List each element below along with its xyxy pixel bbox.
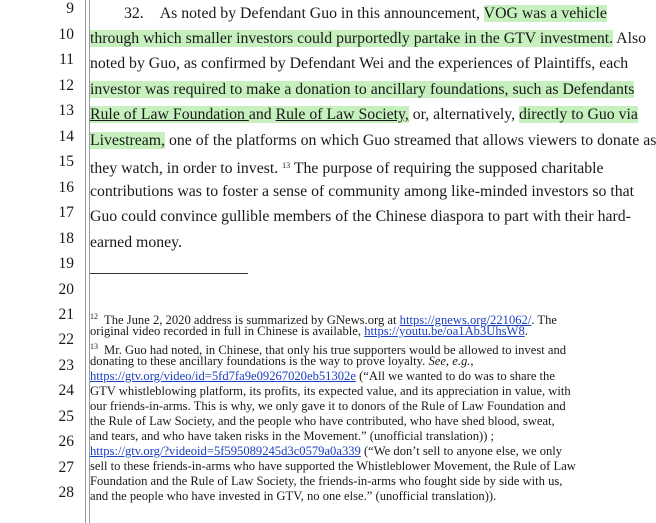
highlight: VOG was a vehicle bbox=[483, 5, 607, 22]
line-number: 16 bbox=[58, 179, 74, 196]
footnote-ref: 13 bbox=[282, 161, 291, 170]
paragraph-number: 32. bbox=[124, 5, 144, 22]
paragraph-line: noted by Guo, as confirmed by Defendant Wei and the experiences of Plaintiffs, each bbox=[90, 55, 629, 72]
gnews-link[interactable]: https://gnews.org/221062/ bbox=[399, 313, 532, 327]
line-number: 21 bbox=[58, 306, 74, 323]
paragraph-line: contributions was to foster a sense of community among like-minded investors so that bbox=[90, 183, 635, 200]
line-number: 9 bbox=[66, 0, 74, 17]
line-number: 12 bbox=[58, 77, 74, 94]
highlight: through which smaller investors could purportedly partake in the GTV investment. bbox=[90, 30, 614, 47]
footnote-number: 12 bbox=[90, 312, 98, 321]
line-number: 25 bbox=[58, 408, 74, 425]
line-number: 23 bbox=[58, 357, 74, 374]
highlight: investor was required to make a donation to ancillary foundations, such as Defendants bbox=[90, 81, 635, 98]
paragraph-line bbox=[90, 80, 635, 100]
footnote-13-line: and tears, and who have taken risks in the Movement.” (unofficial translation)) ; bbox=[90, 429, 495, 443]
footnote-13-line: https://gtv.org/?videoid=5f595089245d3c0579a0a339 (“We don’t sell to anyone else, we only bbox=[90, 444, 563, 458]
footnote-13-line: GTV whistleblowing platform, its profits, its expected value, and its appreciation in value, with bbox=[90, 384, 571, 398]
line-number: 24 bbox=[58, 382, 74, 399]
line-number: 14 bbox=[58, 128, 74, 145]
paragraph-line: Rule of Law Foundation and Rule of Law Society, or, alternatively, directly to Guo via bbox=[90, 106, 638, 123]
footnote-12-line: original video recorded in full in Chinese is available, https://youtu.be/oa1Ab3UhsW8. bbox=[90, 324, 528, 338]
footnote-13-line: our friends-in-arms. This is why, we only gave it to donors of the Rule of Law Foundation and bbox=[90, 399, 566, 413]
line-number: 26 bbox=[58, 433, 74, 450]
highlight: directly to Guo via bbox=[519, 106, 638, 123]
line-number: 10 bbox=[58, 26, 74, 43]
footnote-13-line: Foundation and the Rule of Law Society, the friends-in-arms who fought side by side with us, bbox=[90, 474, 563, 488]
footnote-13-line: the Rule of Law Society, and the people who have contributed, who have shed blood, sweat, bbox=[90, 414, 555, 428]
line-number: 13 bbox=[58, 102, 74, 119]
line-number: 11 bbox=[59, 51, 74, 68]
gtv-video-link[interactable]: https://gtv.org/video/id=5fd7fa9e09267020eb51302e bbox=[90, 369, 356, 383]
line-number: 28 bbox=[58, 484, 74, 501]
line-number: 18 bbox=[58, 230, 74, 247]
footnote-13-line: sell to these friends-in-arms who have supported the Whistleblower Movement, the Rule of Law bbox=[90, 459, 576, 473]
paragraph-line: 32. As noted by Defendant Guo in this announcement, VOG was a vehicle bbox=[124, 5, 607, 22]
margin-rule-outer bbox=[85, 0, 86, 523]
footnote-13-line: $^{13}$ Mr. Guo had noted, in Chinese, that only his true supporters would be allowed to invest and bbox=[90, 342, 567, 357]
paragraph-line: Guo could convince gullible members of the Chinese diaspora to part with their hard- bbox=[90, 208, 631, 225]
line-number: 19 bbox=[58, 255, 74, 272]
line-number: 20 bbox=[58, 281, 74, 298]
highlight-underline: Rule of Law Society, bbox=[275, 106, 409, 123]
highlight: Livestream, bbox=[90, 132, 166, 149]
footnote-12-line: $^{12}$ The June 2, 2020 address is summarized by GNews.org at https://gnews.org/221062/. The bbox=[90, 312, 557, 327]
line-number: 22 bbox=[58, 331, 74, 348]
line-number: 15 bbox=[58, 153, 74, 170]
footnote-13-line: and the people who have invested in GTV, no one else.” (unofficial translation)). bbox=[90, 489, 497, 503]
footnote-13-line: donating to these ancillary foundations is the way to prove loyalty. See, e.g., bbox=[90, 354, 474, 368]
paragraph-line: they watch, in order to invest. $^{13}$ The purpose of requiring the supposed charitable bbox=[90, 160, 604, 177]
highlight-underline: Rule of Law Foundation bbox=[90, 106, 249, 123]
paragraph-line: earned money. bbox=[90, 234, 182, 251]
footnote-separator bbox=[90, 273, 248, 274]
line-number: 27 bbox=[58, 459, 74, 476]
gtv-videoid-link[interactable]: https://gtv.org/?videoid=5f595089245d3c0579a0a339 bbox=[90, 444, 361, 458]
footnote-number: 13 bbox=[90, 342, 98, 351]
footnote-13-line: https://gtv.org/video/id=5fd7fa9e09267020eb51302e (“All we wanted to do was to share the bbox=[90, 369, 555, 383]
line-number: 17 bbox=[58, 204, 74, 221]
paragraph-line: Livestream, one of the platforms on which Guo streamed that allows viewers to donate as bbox=[90, 132, 656, 149]
youtube-link[interactable]: https://youtu.be/oa1Ab3UhsW8 bbox=[364, 324, 525, 338]
paragraph-line: through which smaller investors could purportedly partake in the GTV investment. Also bbox=[90, 30, 647, 47]
